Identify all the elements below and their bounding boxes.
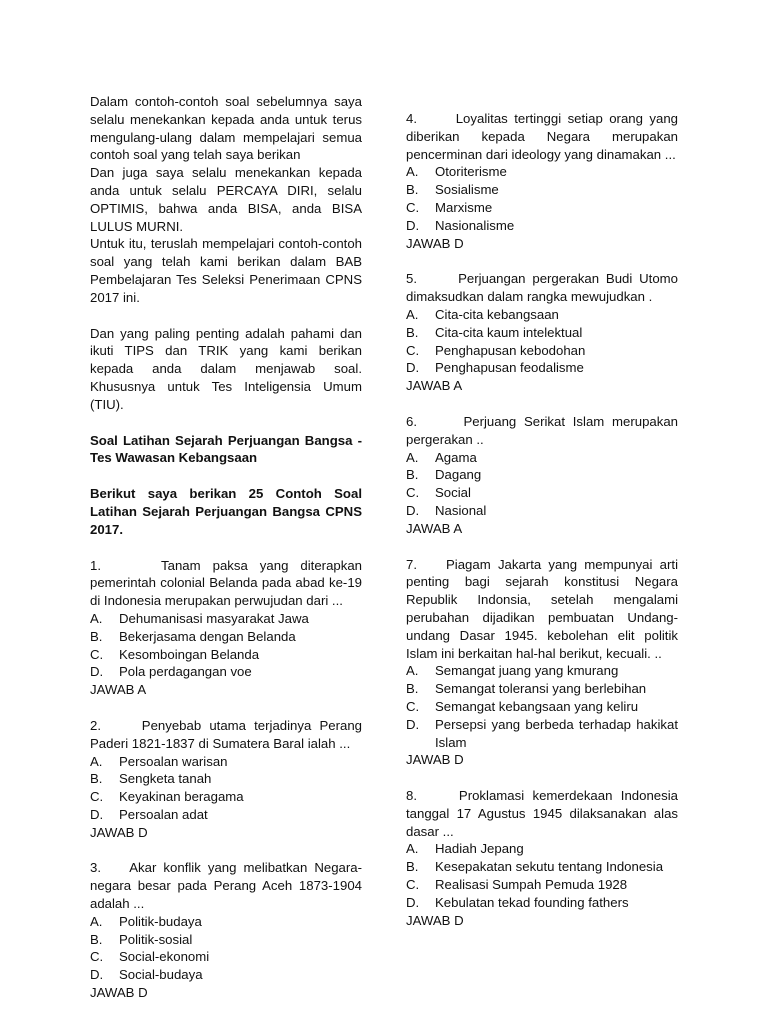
option-text: Sengketa tanah [119,771,212,787]
option-a [406,662,678,680]
option-letter: D. [406,894,420,910]
option-text: Semangat juang yang kmurang [435,663,619,679]
option-text: Persepsi yang berbeda terhadap hakikat Islam [435,716,678,750]
answer-key: JAWAB D [406,235,464,251]
option-c [406,876,678,894]
option-text: Social [435,485,471,501]
option-a [90,610,362,628]
option-letter: D. [406,360,420,376]
option-b [90,628,362,646]
option-text: Persoalan adat [119,806,208,822]
question-text [90,859,362,912]
option-letter: C. [406,342,420,358]
option-text: Keyakinan beragama [119,789,244,805]
option-text: Politik-budaya [119,913,202,929]
question-6 [406,413,678,538]
option-letter: D. [90,664,104,680]
question-number: 6. [406,413,417,429]
answer-key: JAWAB A [406,520,463,536]
option-text: Bekerjasama dengan Belanda [119,628,296,644]
option-b [90,770,362,788]
option-letter: C. [406,877,420,893]
question-number: 8. [406,788,417,804]
option-c [406,199,678,217]
option-letter: D. [406,217,420,233]
option-letter: B. [406,324,419,340]
option-b [406,181,678,199]
option-letter: A. [406,841,419,857]
option-d [90,806,362,824]
question-number: 5. [406,271,417,287]
option-text: Kesepakatan sekutu tentang Indonesia [435,859,664,875]
option-b [90,931,362,949]
option-letter: D. [406,502,420,518]
question-1 [90,557,362,699]
option-letter: B. [406,467,419,483]
question-7 [406,556,678,770]
question-text [90,557,362,610]
option-b [406,466,678,484]
option-letter: B. [406,182,419,198]
option-text: Semangat toleransi yang berlebihan [435,681,647,697]
option-text: Otoriterisme [435,164,507,180]
question-number: 2. [90,717,101,733]
option-d [406,716,678,752]
question-4 [406,110,678,252]
option-text: Realisasi Sumpah Pemuda 1928 [435,877,628,893]
option-text: Pola perdagangan voe [119,664,252,680]
answer-key: JAWAB A [90,682,147,698]
question-text [90,717,362,753]
left-column [90,93,362,1002]
option-d [406,894,678,912]
option-d [90,663,362,681]
option-text: Nasionalisme [435,217,515,233]
answer-key: JAWAB D [90,824,148,840]
option-letter: B. [406,859,419,875]
option-letter: A. [406,164,419,180]
option-text: Politik-sosial [119,931,193,947]
option-c [406,342,678,360]
answer-key: JAWAB D [406,752,464,768]
question-body: Piagam Jakarta yang mempunyai arti penting bagi sejarah konstitusi Negara Republik Indonsia, setelah mengalami perubahan dijadikan pembuatan Undang-undang Dasar 1945. kebolehan elit politik Islam ini berkaitan hal-hal berikut, kecuali. .. [406,556,679,661]
option-letter: C. [90,789,104,805]
right-column [406,110,678,929]
option-c [406,698,678,716]
option-letter: D. [406,716,420,732]
option-b [406,858,678,876]
question-body: Tanam paksa yang diterapkan pemerintah colonial Belanda pada abad ke-19 di Indonesia merupakan perwujudan dari ... [90,557,362,609]
answer-key: JAWAB D [90,985,148,1001]
option-letter: C. [406,485,420,501]
option-text: Marxisme [435,199,493,215]
section-subheading: Berikut saya berikan 25 Contoh Soal Latihan Sejarah Perjuangan Bangsa CPNS 2017. [90,486,362,537]
question-body: Proklamasi kemerdekaan Indonesia tanggal 17 Agustus 1945 dilaksanakan alas dasar ... [406,788,678,839]
option-text: Penghapusan kebodohan [435,342,586,358]
intro-paragraph-1: Dalam contoh-contoh soal sebelumnya saya selalu menekankan kepada anda untuk terus mengulang-ulang dalam mempelajari semua contoh soal yang telah saya berikan [90,94,362,163]
answer-key: JAWAB D [406,912,464,928]
question-body: Loyalitas tertinggi setiap orang yang diberikan kepada Negara merupakan pencerminan dari ideology yang dinamakan ... [406,111,679,162]
option-b [406,324,678,342]
option-d [406,217,678,235]
question-2 [90,717,362,842]
option-text: Sosialisme [435,182,499,198]
option-c [90,646,362,664]
option-a [90,753,362,771]
option-text: Social-ekonomi [119,949,210,965]
answer-key: JAWAB A [406,378,463,394]
option-text: Semangat kebangsaan yang keliru [435,698,639,714]
question-number: 4. [406,111,417,126]
option-letter: C. [406,199,420,215]
question-body: Perjuang Serikat Islam merupakan pergerakan .. [406,413,678,447]
option-letter: A. [406,663,419,679]
option-a [406,306,678,324]
intro-paragraph-4: Dan yang paling penting adalah pahami dan ikuti TIPS dan TRIK yang kami berikan kepada anda dalam menjawab soal. Khususnya untuk Tes Inteligensia Umum (TIU). [90,325,362,412]
option-b [406,680,678,698]
option-letter: D. [90,967,104,983]
option-text: Hadiah Jepang [435,841,524,857]
option-c [406,484,678,502]
question-text [406,787,678,840]
option-text: Nasional [435,502,487,518]
option-a [90,913,362,931]
option-text: Dehumanisasi masyarakat Jawa [119,610,309,626]
option-text: Kesomboingan Belanda [119,646,260,662]
question-text [406,110,678,163]
option-text: Persoalan warisan [119,753,228,769]
intro-paragraph-3: Untuk itu, teruslah mempelajari contoh-contoh soal yang telah kami berikan dalam BAB Pembelajaran Tes Seleksi Penerimaan CPNS 2017 ini. [90,236,362,305]
question-text [406,556,678,663]
option-text: Kebulatan tekad founding fathers [435,894,629,910]
option-letter: B. [406,681,419,697]
question-text [406,270,678,306]
option-letter: A. [90,753,103,769]
option-d [406,502,678,520]
option-text: Cita-cita kaum intelektual [435,324,583,340]
option-letter: B. [90,771,103,787]
question-body: Akar konflik yang melibatkan Negara-negara besar pada Perang Aceh 1873-1904 adalah ... [90,860,363,912]
option-text: Social-budaya [119,967,203,983]
option-letter: A. [90,610,103,626]
option-c [90,948,362,966]
question-number: 1. [90,557,101,573]
option-a [406,840,678,858]
option-d [406,359,678,377]
question-8 [406,787,678,929]
option-letter: A. [406,306,419,322]
section-heading: Soal Latihan Sejarah Perjuangan Bangsa - Tes Wawasan Kebangsaan [90,432,362,466]
option-a [406,163,678,181]
option-letter: C. [90,646,104,662]
option-text: Agama [435,449,477,465]
question-text [406,413,678,449]
question-body: Perjuangan pergerakan Budi Utomo dimaksudkan dalam rangka mewujudkan . [406,271,679,305]
option-d [90,966,362,984]
option-letter: C. [90,949,104,965]
option-letter: B. [90,931,103,947]
option-text: Cita-cita kebangsaan [435,306,559,322]
question-number: 7. [406,556,417,572]
question-body: Penyebab utama terjadinya Perang Paderi 1821-1837 di Sumatera Baral ialah ... [90,717,362,751]
option-letter: A. [90,913,103,929]
question-number: 3. [90,860,101,876]
question-5 [406,270,678,395]
option-letter: D. [90,806,104,822]
option-letter: C. [406,698,420,714]
option-a [406,449,678,467]
option-letter: A. [406,449,419,465]
option-text: Dagang [435,467,482,483]
intro-paragraph-2: Dan juga saya selalu menekankan kepada anda untuk selalu PERCAYA DIRI, selalu OPTIMIS, bahwa anda BISA, anda BISA LULUS MURNI. [90,165,362,234]
question-3 [90,859,362,1001]
option-c [90,788,362,806]
option-letter: B. [90,628,103,644]
option-text: Penghapusan feodalisme [435,360,584,376]
